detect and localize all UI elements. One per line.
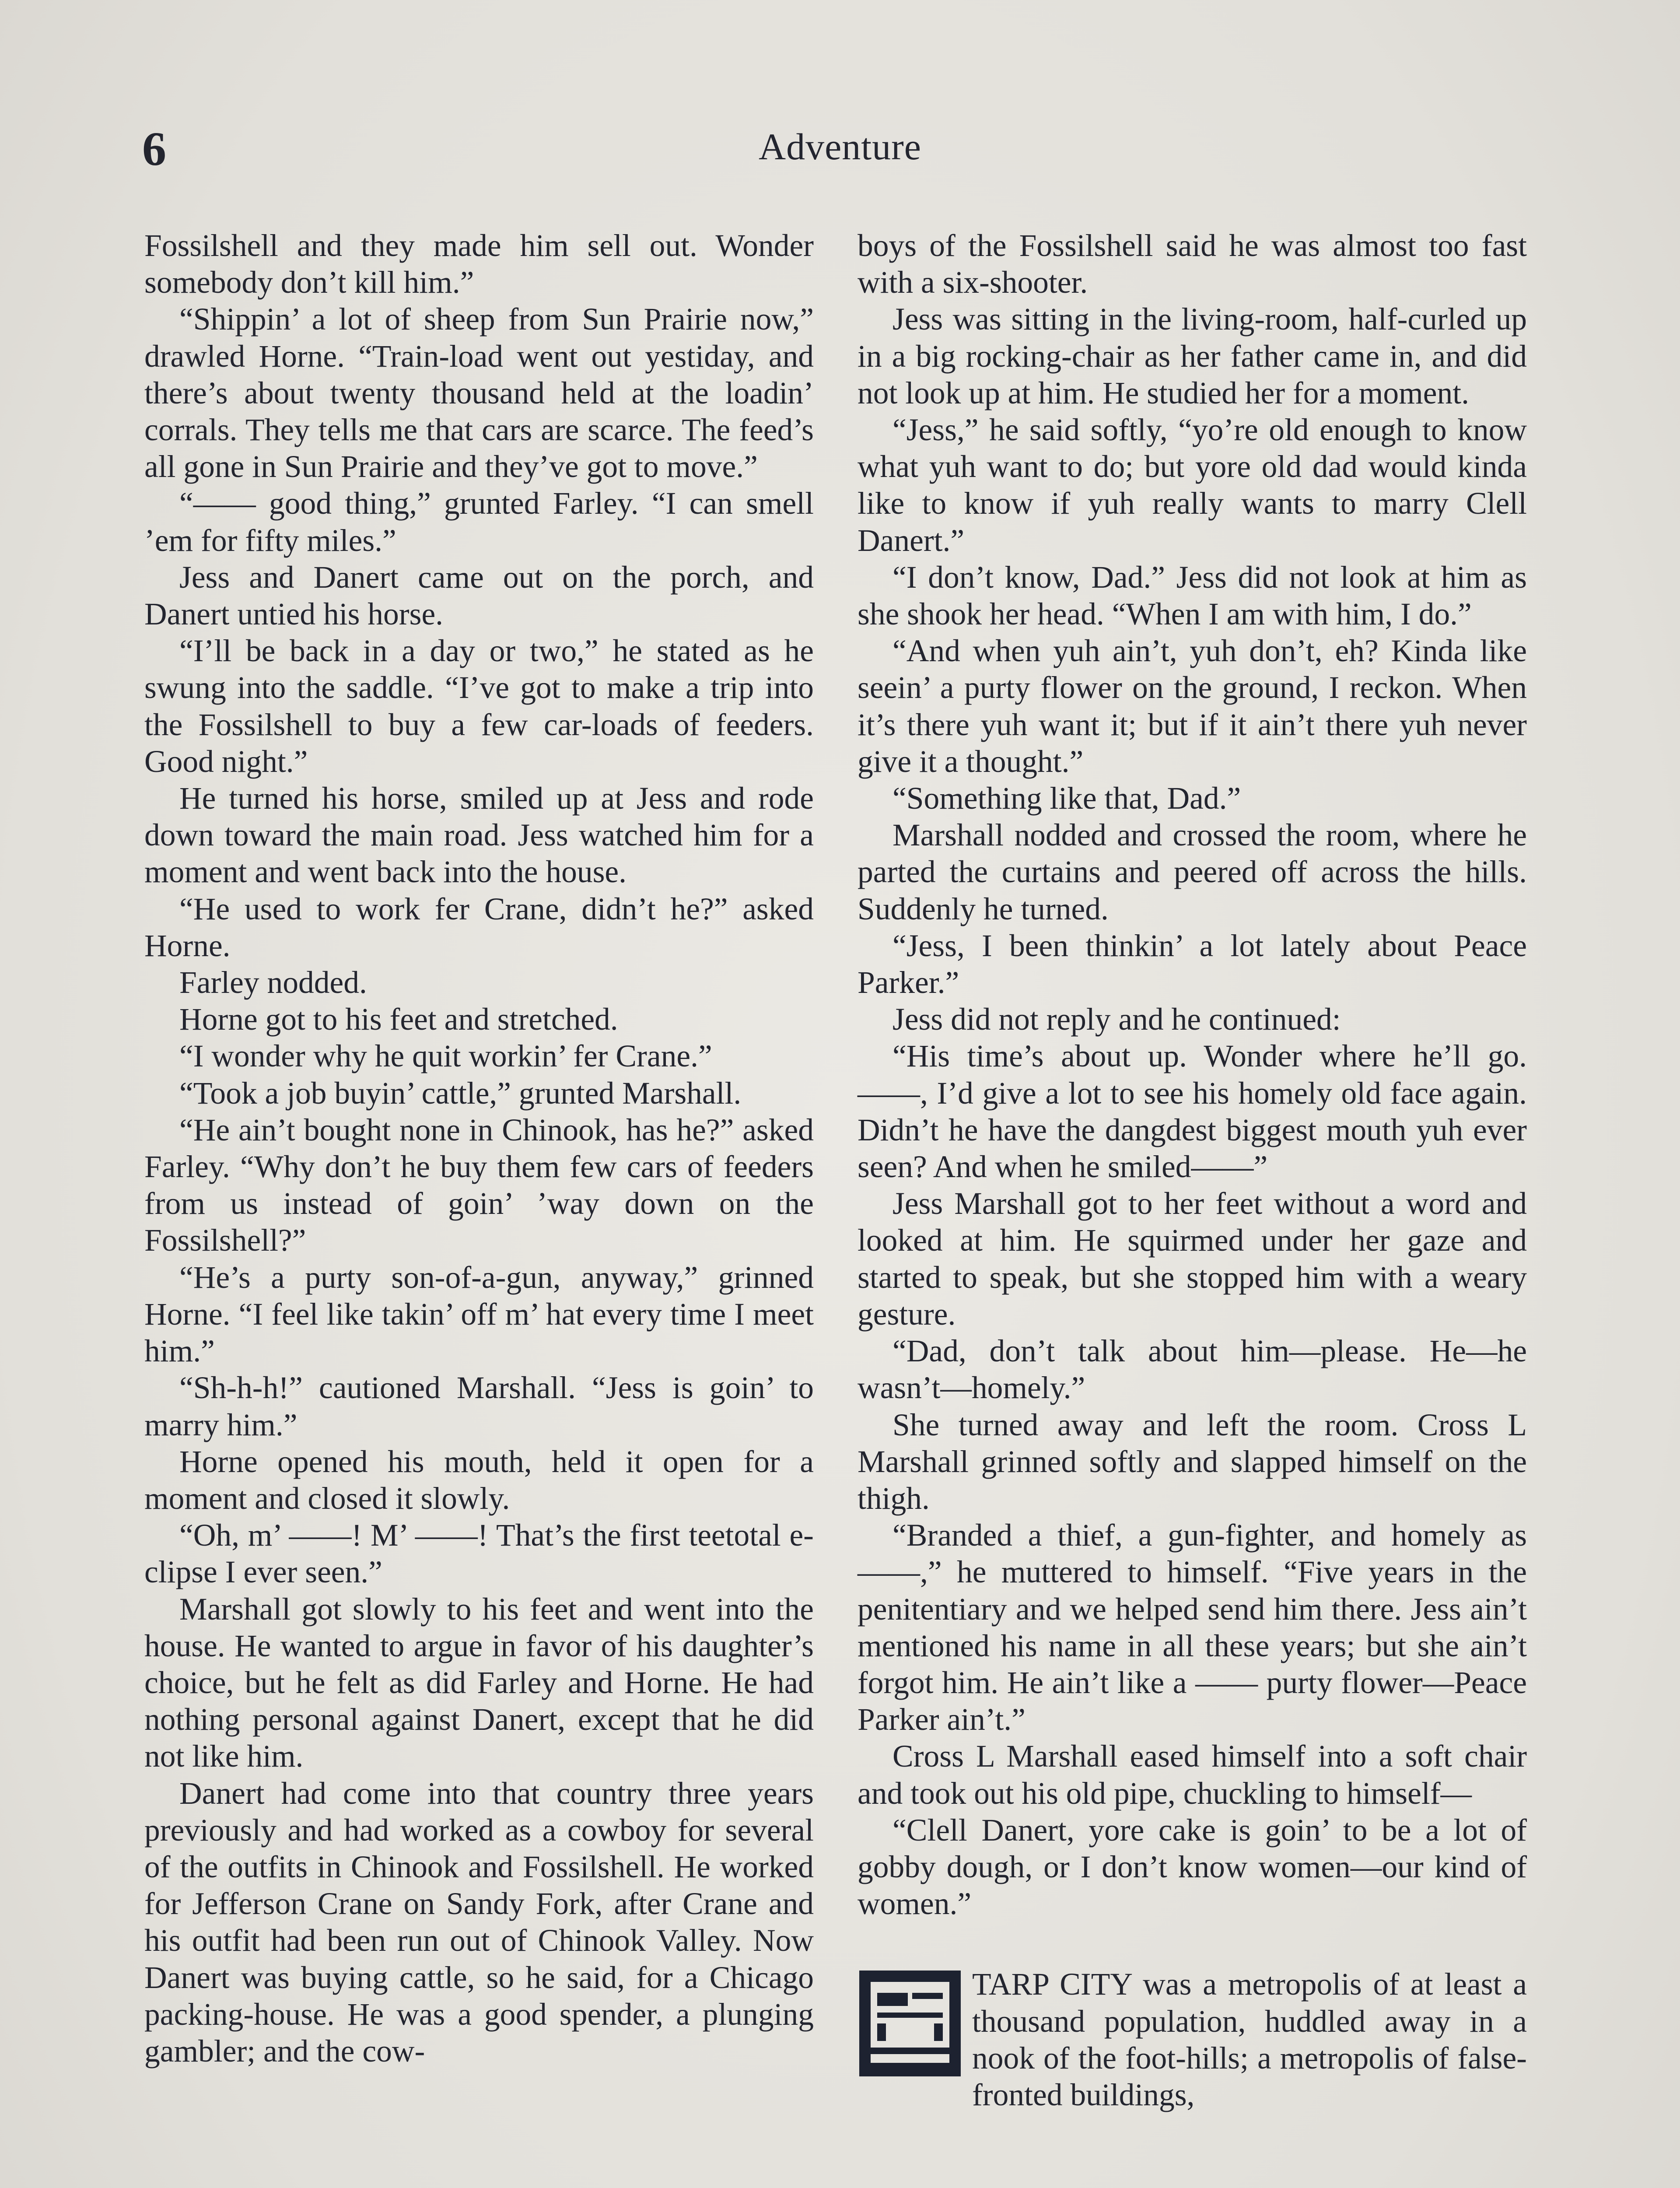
- paragraph: “I’ll be back in a day or two,” he stated as he swung into the saddle. “I’ve got to make a trip into the Fossilshell to buy a few car-loads of feeders. Good night.”: [144, 634, 814, 779]
- paragraph: “And when yuh ain’t, yuh don’t, eh? Kinda like seein’ a purty flower on the ground, I reckon. When it’s there yuh want it; but if it ain’t there yuh never give it a thought.”: [858, 634, 1527, 779]
- paragraph: “He used to work fer Crane, didn’t he?” asked Horne.: [144, 891, 814, 963]
- paragraph: Fossilshell and they made him sell out. Wonder somebody don’t kill him.”: [144, 228, 814, 300]
- paragraph: “He ain’t bought none in Chinook, has he?” asked Farley. “Why don’t he buy them few cars of feeders from us instead of goin’ ’way down on the Fossilshell?”: [144, 1112, 814, 1258]
- paragraph: Jess did not reply and he continued:: [892, 1002, 1341, 1037]
- paragraph: “Shippin’ a lot of sheep from Sun Prairie now,” drawled Horne. “Train-load went out yestiday, and there’s about twenty thousand held at the loadin’ corrals. They tells me that cars are scarce. The feed’s all gone in Sun Prairie and they’ve got to move.”: [144, 302, 814, 484]
- paragraph: “His time’s about up. Wonder where he’ll go. ——, I’d give a lot to see his homely old face again. Didn’t he have the dangdest biggest mouth yuh ever seen? And when he smiled——”: [858, 1039, 1527, 1185]
- section-opening-text: TARP CITY was a metropolis of at least a thousand population, huddled away in a nook of the foot-hills; a metropolis of false-fronted buildings,: [972, 1967, 1527, 2112]
- paragraph: Horne got to his feet and stretched.: [179, 1002, 618, 1037]
- paragraph: “Jess, I been thinkin’ a lot lately about Peace Parker.”: [858, 928, 1527, 1000]
- paragraph: Marshall got slowly to his feet and went into the house. He wanted to argue in favor of his daughter’s choice, but he felt as did Farley and Horne. He had nothing personal against Danert, except that he did not like him.: [144, 1592, 814, 1774]
- paragraph: Horne opened his mouth, held it open for a moment and closed it slowly.: [144, 1444, 814, 1516]
- paragraph: “I don’t know, Dad.” Jess did not look at him as she shook her head. “When I am with him, I do.”: [858, 560, 1527, 632]
- paragraph: Danert had come into that country three years previously and had worked as a cowboy for several of the outfits in Chinook and Fossilshell. He worked for Jefferson Crane on Sandy Fork, after Crane and his outfit had been run out of Chinook Valley. Now Danert was buying cattle, so he said, for a Chicago packing-house. He was a good spender, a plunging gambler; and the cow-: [144, 1776, 814, 2069]
- left-column: [144, 228, 814, 2070]
- paragraph: “Sh-h-h!” cautioned Marshall. “Jess is goin’ to marry him.”: [144, 1371, 814, 1442]
- paragraph: “Dad, don’t talk about him—please. He—he wasn’t—homely.”: [858, 1334, 1527, 1406]
- paragraph: boys of the Fossilshell said he was almost too fast with a six-shooter.: [858, 228, 1527, 300]
- paragraph: “He’s a purty son-of-a-gun, anyway,” grinned Horne. “I feel like takin’ off m’ hat every time I meet him.”: [144, 1260, 814, 1369]
- section-opening-paragraph: [858, 1966, 1527, 2114]
- paragraph: Jess and Danert came out on the porch, and Danert untied his horse.: [144, 560, 814, 632]
- paragraph: “Clell Danert, yore cake is goin’ to be a lot of gobby dough, or I don’t know women—our kind of women.”: [858, 1813, 1527, 1922]
- paragraph: “—— good thing,” grunted Farley. “I can smell ’em for fifty miles.”: [144, 486, 814, 558]
- paragraph: Farley nodded.: [179, 965, 367, 1000]
- paragraph: “Something like that, Dad.”: [892, 781, 1241, 816]
- paragraph: “Took a job buyin’ cattle,” grunted Marshall.: [179, 1076, 742, 1111]
- paragraph: “I wonder why he quit workin’ fer Crane.”: [179, 1039, 712, 1074]
- paragraph: “Jess,” he said softly, “yo’re old enough to know what yuh want to do; but yore old dad would kinda like to know if yuh really wants to marry Clell Danert.”: [858, 413, 1527, 558]
- paragraph: “Oh, m’ ——! M’ ——! That’s the first teetotal e-clipse I ever seen.”: [144, 1518, 814, 1590]
- paragraph: Jess was sitting in the living-room, half-curled up in a big rocking-chair as her father came in, and did not look up at him. He studied her for a moment.: [858, 302, 1527, 410]
- running-head: Adventure: [759, 126, 921, 168]
- paragraph: Cross L Marshall eased himself into a soft chair and took out his old pipe, chuckling to himself—: [858, 1739, 1527, 1811]
- paragraph: She turned away and left the room. Cross L Marshall grinned softly and slapped himself on the thigh.: [858, 1407, 1527, 1516]
- paragraph: He turned his horse, smiled up at Jess and rode down toward the main road. Jess watched him for a moment and went back into the house.: [144, 781, 814, 890]
- paragraph: Jess Marshall got to her feet without a word and looked at him. He squirmed under her gaze and started to speak, but she stopped him with a weary gesture.: [858, 1186, 1527, 1332]
- paragraph: Marshall nodded and crossed the room, where he parted the curtains and peered off across the hills. Suddenly he turned.: [858, 818, 1527, 926]
- page-number: 6: [142, 122, 166, 175]
- paragraph: “Branded a thief, a gun-fighter, and homely as ——,” he muttered to himself. “Five years in the penitentiary and we helped send him there. Jess ain’t mentioned his name in all these years; but she ain’t forgot him. He ain’t like a —— purty flower—Peace Parker ain’t.”: [858, 1518, 1527, 1737]
- decorative-initial-icon: [858, 1969, 962, 2078]
- right-column: [858, 228, 1527, 2114]
